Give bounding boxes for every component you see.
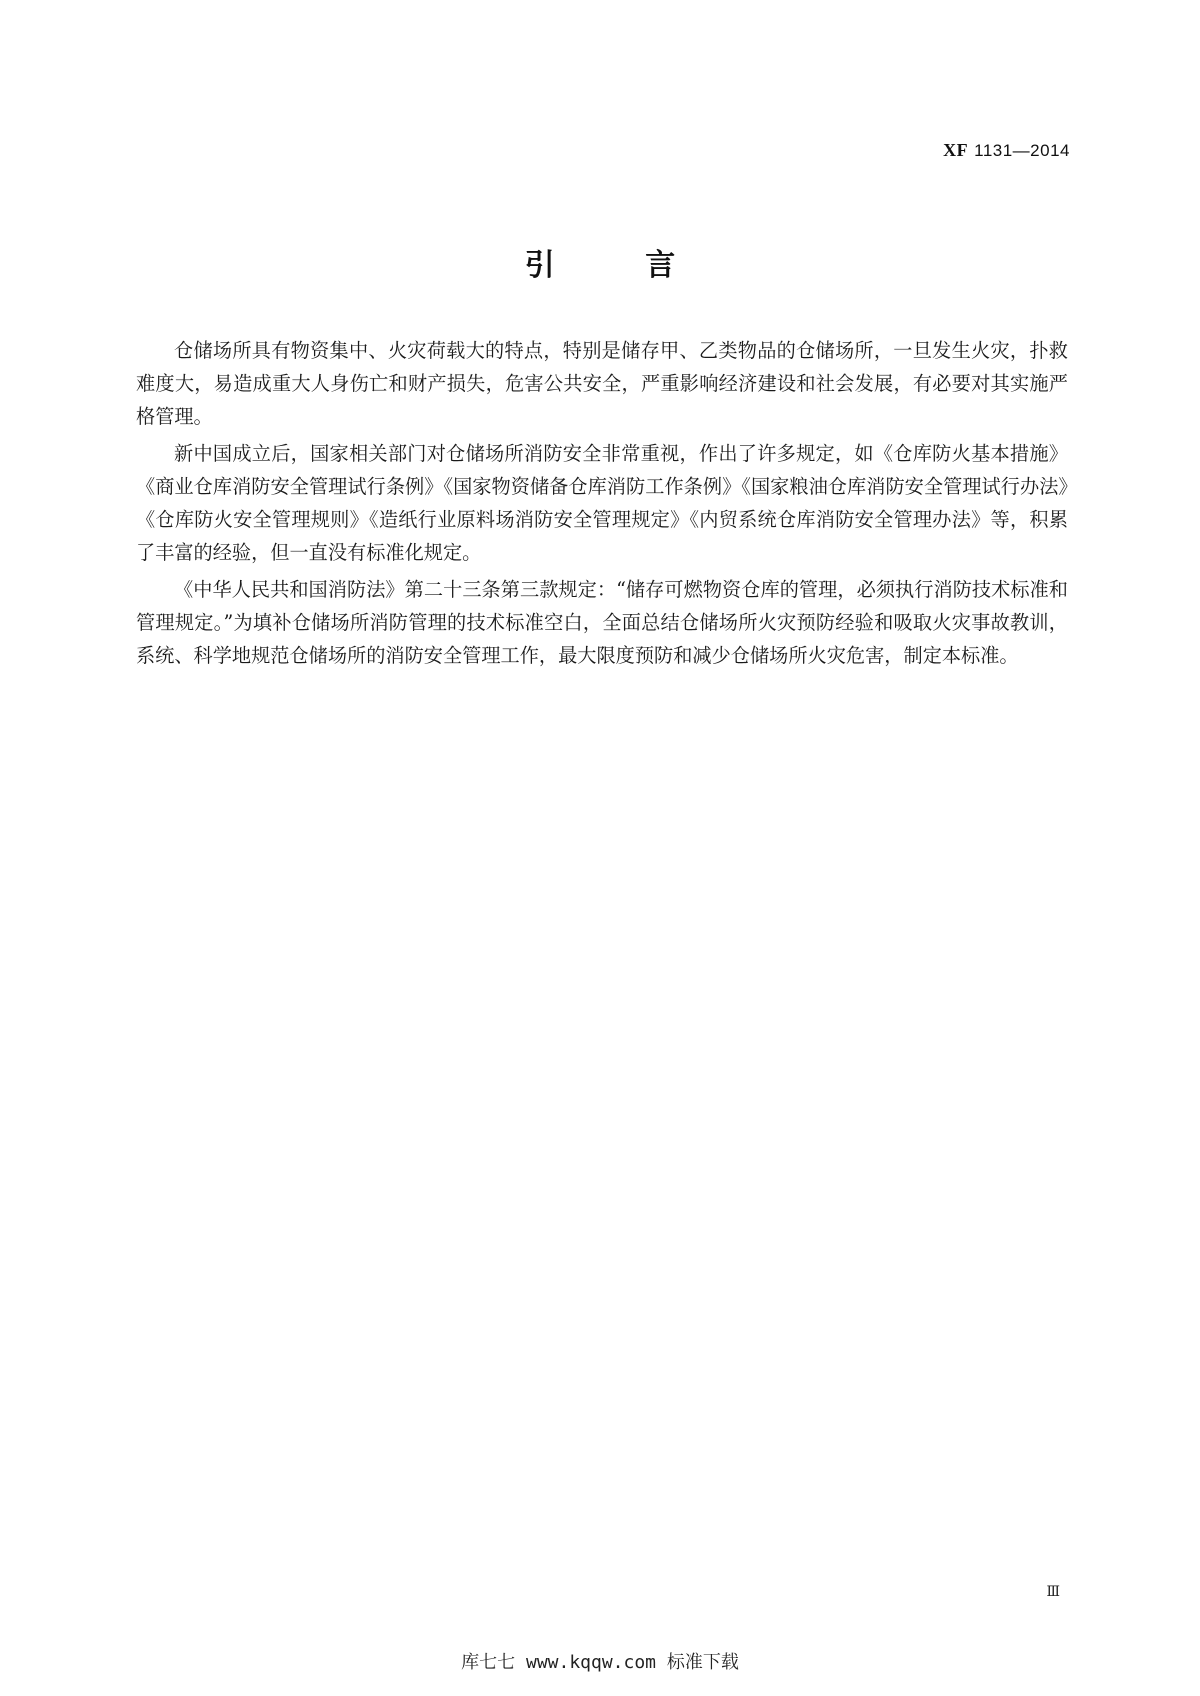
- body-text: [136, 334, 1068, 676]
- standard-code: [943, 140, 1070, 161]
- page-number: Ⅲ: [1046, 1584, 1060, 1600]
- standard-number: 1131—2014: [974, 141, 1070, 160]
- paragraph-3: 《中华人民共和国消防法》第二十三条第三款规定：“储存可燃物资仓库的管理，必须执行消防技术标准和管理规定。”为填补仓储场所消防管理的技术标准空白，全面总结仓储场所火灾预防经验和吸取火灾事故教训，系统、科学地规范仓储场所的消防安全管理工作，最大限度预防和减少仓储场所火灾危害，制定本标准。: [136, 578, 1068, 667]
- footer-watermark: 库七七 www.kqqw.com 标准下载: [461, 1652, 739, 1673]
- paragraph-1: 仓储场所具有物资集中、火灾荷载大的特点，特别是储存甲、乙类物品的仓储场所，一旦发生火灾，扑救难度大，易造成重大人身伤亡和财产损失，危害公共安全，严重影响经济建设和社会发展，有必要对其实施严格管理。: [136, 339, 1068, 428]
- standard-prefix: XF: [943, 140, 969, 160]
- paragraph-2: 新中国成立后，国家相关部门对仓储场所消防安全非常重视，作出了许多规定，如《仓库防火基本措施》《商业仓库消防安全管理试行条例》《国家物资储备仓库消防工作条例》《国家粮油仓库消防安全管理试行办法》《仓库防火安全管理规则》《造纸行业原料场消防安全管理规定》《内贸系统仓库消防安全管理办法》等，积累了丰富的经验，但一直没有标准化规定。: [136, 442, 1068, 564]
- page-title: 引 言: [524, 248, 716, 283]
